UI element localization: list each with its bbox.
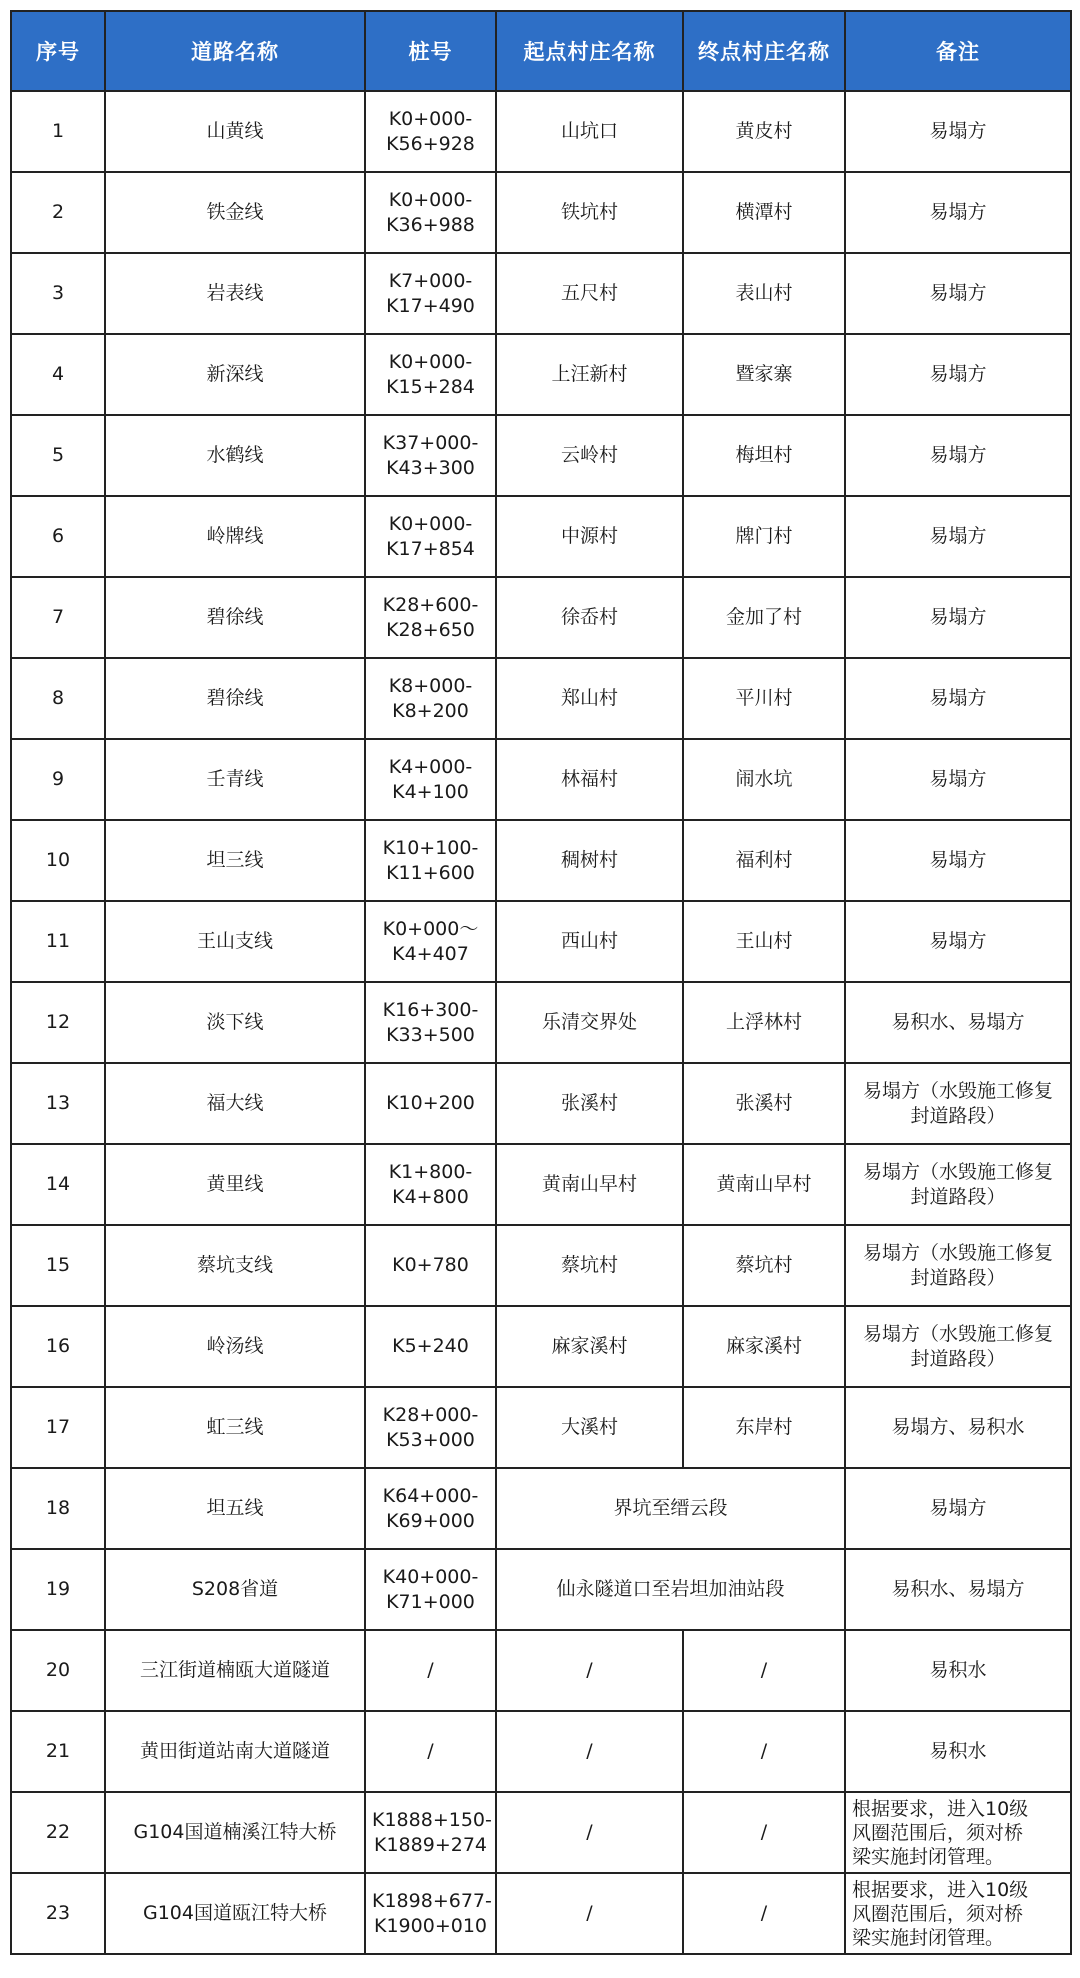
note-cell: [845, 1144, 1071, 1225]
pile-number-cell: [365, 1549, 496, 1630]
road-name-cell: 三江街道楠瓯大道隧道: [105, 1630, 365, 1711]
row-number-cell: 5: [11, 415, 105, 496]
end-village-cell: 上浮林村: [683, 982, 845, 1063]
note-cell: [845, 658, 1071, 739]
pile-number-cell: [365, 982, 496, 1063]
pile-number-cell: [365, 1468, 496, 1549]
note-cell-line: 易塌方: [929, 363, 987, 385]
start-village-cell: 稠树村: [496, 820, 683, 901]
note-cell: [845, 1792, 1071, 1873]
row-number-cell: 4: [11, 334, 105, 415]
end-village-cell: 黄皮村: [683, 91, 845, 172]
note-cell-line: 封道路段）: [910, 1185, 1006, 1208]
note-cell-line: 易塌方: [929, 687, 987, 709]
table-row: [11, 415, 1071, 496]
note-cell-line: 易塌方: [929, 606, 987, 628]
road-name-cell: 壬青线: [105, 739, 365, 820]
road-name-cell: 淡下线: [105, 982, 365, 1063]
end-village-cell: 东岸村: [683, 1387, 845, 1468]
note-cell-line: 易塌方（水毁施工修复: [862, 1241, 1053, 1264]
row-number-cell: 12: [11, 982, 105, 1063]
start-village-cell: 大溪村: [496, 1387, 683, 1468]
road-name-cell: 蔡坑支线: [105, 1225, 365, 1306]
pile-number-cell-line: K28+000-: [382, 1403, 479, 1426]
header-cell-no: 序号: [11, 11, 105, 91]
pile-number-cell: [365, 1063, 496, 1144]
pile-number-cell-line: K0+780: [392, 1254, 469, 1276]
start-village-cell: 云岭村: [496, 415, 683, 496]
row-number-cell: 11: [11, 901, 105, 982]
row-number-cell: 21: [11, 1711, 105, 1792]
note-cell-line: 易塌方: [929, 1497, 987, 1519]
pile-number-cell: [365, 172, 496, 253]
note-cell-line: 易塌方: [929, 444, 987, 466]
end-village-cell: 暨家寨: [683, 334, 845, 415]
note-cell: [845, 253, 1071, 334]
note-cell-line: 易塌方（水毁施工修复: [862, 1160, 1053, 1183]
end-village-cell: 闹水坑: [683, 739, 845, 820]
start-village-cell: 蔡坑村: [496, 1225, 683, 1306]
pile-number-cell-line: /: [427, 1740, 434, 1762]
pile-number-cell-line: K10+100-: [382, 836, 479, 859]
table-row: [11, 1063, 1071, 1144]
road-name-cell: 水鹤线: [105, 415, 365, 496]
pile-number-cell: [365, 91, 496, 172]
row-number-cell: 7: [11, 577, 105, 658]
pile-number-cell: [365, 1225, 496, 1306]
road-name-cell: 福大线: [105, 1063, 365, 1144]
table-row: [11, 1630, 1071, 1711]
table-row: [11, 901, 1071, 982]
pile-number-cell-line: K53+000: [386, 1428, 475, 1451]
table-body: [11, 91, 1071, 1954]
pile-number-cell-line: K4+800: [392, 1185, 469, 1208]
row-number-cell: 1: [11, 91, 105, 172]
start-village-cell: /: [496, 1711, 683, 1792]
pile-number-cell-line: K1889+274: [374, 1833, 487, 1856]
end-village-cell: /: [683, 1873, 845, 1954]
road-name-cell: 碧徐线: [105, 577, 365, 658]
table-row: [11, 91, 1071, 172]
pile-number-cell: [365, 901, 496, 982]
pile-number-cell: [365, 1873, 496, 1954]
note-cell-line: 易塌方: [929, 120, 987, 142]
start-village-cell: 山坑口: [496, 91, 683, 172]
row-number-cell: 18: [11, 1468, 105, 1549]
road-name-cell: 碧徐线: [105, 658, 365, 739]
note-cell: [845, 1873, 1071, 1954]
village-span-cell: 界坑至缙云段: [496, 1468, 845, 1549]
note-cell: [845, 1306, 1071, 1387]
note-cell-line: 易塌方: [929, 282, 987, 304]
end-village-cell: 蔡坑村: [683, 1225, 845, 1306]
road-name-cell: 岭牌线: [105, 496, 365, 577]
pile-number-cell: [365, 415, 496, 496]
end-village-cell: 张溪村: [683, 1063, 845, 1144]
table-row: [11, 1711, 1071, 1792]
pile-number-cell: [365, 1387, 496, 1468]
row-number-cell: 9: [11, 739, 105, 820]
start-village-cell: 铁坑村: [496, 172, 683, 253]
pile-number-cell-line: K64+000-: [382, 1484, 479, 1507]
note-cell-line: 梁实施封闭管理。: [852, 1926, 1005, 1949]
note-cell-line: 根据要求，进入10级: [852, 1878, 1029, 1901]
table-row: [11, 1306, 1071, 1387]
pile-number-cell-line: K71+000: [386, 1590, 475, 1613]
row-number-cell: 17: [11, 1387, 105, 1468]
note-cell-line: 易塌方: [929, 930, 987, 952]
end-village-cell: 黄南山早村: [683, 1144, 845, 1225]
road-hazard-table-container: [10, 10, 1070, 1955]
note-cell-line: 易塌方: [929, 525, 987, 547]
pile-number-cell: [365, 577, 496, 658]
pile-number-cell-line: K8+000-: [388, 674, 473, 697]
start-village-cell: 西山村: [496, 901, 683, 982]
note-cell-line: 易塌方（水毁施工修复: [862, 1322, 1053, 1345]
pile-number-cell: [365, 334, 496, 415]
road-hazard-table: [10, 10, 1072, 1955]
road-name-cell: 虹三线: [105, 1387, 365, 1468]
end-village-cell: 王山村: [683, 901, 845, 982]
row-number-cell: 15: [11, 1225, 105, 1306]
table-row: [11, 496, 1071, 577]
header-cell-pile: 桩号: [365, 11, 496, 91]
row-number-cell: 23: [11, 1873, 105, 1954]
pile-number-cell-line: /: [427, 1659, 434, 1681]
start-village-cell: 乐清交界处: [496, 982, 683, 1063]
road-name-cell: 王山支线: [105, 901, 365, 982]
table-row: [11, 820, 1071, 901]
row-number-cell: 13: [11, 1063, 105, 1144]
end-village-cell: 金加了村: [683, 577, 845, 658]
road-name-cell: 坦三线: [105, 820, 365, 901]
note-cell: [845, 91, 1071, 172]
pile-number-cell-line: K4+407: [392, 942, 469, 965]
pile-number-cell: [365, 820, 496, 901]
pile-number-cell-line: K8+200: [392, 699, 469, 722]
note-cell-line: 梁实施封闭管理。: [852, 1845, 1005, 1868]
pile-number-cell: [365, 1630, 496, 1711]
road-name-cell: G104国道瓯江特大桥: [105, 1873, 365, 1954]
note-cell-line: 根据要求，进入10级: [852, 1797, 1029, 1820]
pile-number-cell-line: K69+000: [386, 1509, 475, 1532]
start-village-cell: 张溪村: [496, 1063, 683, 1144]
pile-number-cell: [365, 496, 496, 577]
note-cell: [845, 1630, 1071, 1711]
village-span-cell: 仙永隧道口至岩坦加油站段: [496, 1549, 845, 1630]
pile-number-cell-line: K0+000-: [388, 350, 473, 373]
note-cell-line: 易塌方: [929, 768, 987, 790]
end-village-cell: 平川村: [683, 658, 845, 739]
note-cell-line: 易塌方: [929, 201, 987, 223]
table-row: [11, 1144, 1071, 1225]
table-row: [11, 172, 1071, 253]
pile-number-cell: [365, 658, 496, 739]
table-row: [11, 253, 1071, 334]
pile-number-cell-line: K17+854: [386, 537, 475, 560]
note-cell-line: 封道路段）: [910, 1104, 1006, 1127]
start-village-cell: 中源村: [496, 496, 683, 577]
note-cell: [845, 1711, 1071, 1792]
road-name-cell: 坦五线: [105, 1468, 365, 1549]
row-number-cell: 8: [11, 658, 105, 739]
start-village-cell: 林福村: [496, 739, 683, 820]
table-row: [11, 1549, 1071, 1630]
table-row: [11, 1225, 1071, 1306]
road-name-cell: 岩表线: [105, 253, 365, 334]
pile-number-cell-line: K37+000-: [382, 431, 479, 454]
table-row: [11, 1468, 1071, 1549]
start-village-cell: 徐岙村: [496, 577, 683, 658]
pile-number-cell: [365, 1144, 496, 1225]
start-village-cell: 上汪新村: [496, 334, 683, 415]
note-cell-line: 封道路段）: [910, 1347, 1006, 1370]
end-village-cell: /: [683, 1630, 845, 1711]
pile-number-cell-line: K40+000-: [382, 1565, 479, 1588]
pile-number-cell-line: K5+240: [392, 1335, 469, 1357]
road-name-cell: S208省道: [105, 1549, 365, 1630]
table-row: [11, 577, 1071, 658]
table-header: [11, 11, 1071, 91]
note-cell: [845, 334, 1071, 415]
end-village-cell: /: [683, 1711, 845, 1792]
pile-number-cell: [365, 739, 496, 820]
pile-number-cell-line: K4+100: [392, 780, 469, 803]
pile-number-cell-line: K7+000-: [388, 269, 473, 292]
road-name-cell: 黄里线: [105, 1144, 365, 1225]
note-cell-line: 易塌方、易积水: [891, 1416, 1025, 1438]
note-cell: [845, 1387, 1071, 1468]
header-cell-start-village: 起点村庄名称: [496, 11, 683, 91]
note-cell-line: 风圈范围后，须对桥: [852, 1902, 1024, 1925]
table-row: [11, 1792, 1071, 1873]
note-cell: [845, 982, 1071, 1063]
row-number-cell: 2: [11, 172, 105, 253]
road-name-cell: G104国道楠溪江特大桥: [105, 1792, 365, 1873]
pile-number-cell-line: K1900+010: [374, 1914, 487, 1937]
pile-number-cell-line: K1898+677-: [372, 1889, 492, 1912]
header-cell-road: 道路名称: [105, 11, 365, 91]
table-row: [11, 1873, 1071, 1954]
start-village-cell: /: [496, 1873, 683, 1954]
pile-number-cell-line: K11+600: [386, 861, 475, 884]
row-number-cell: 14: [11, 1144, 105, 1225]
start-village-cell: /: [496, 1630, 683, 1711]
pile-number-cell-line: K28+650: [386, 618, 475, 641]
table-row: [11, 982, 1071, 1063]
end-village-cell: 梅坦村: [683, 415, 845, 496]
road-name-cell: 岭汤线: [105, 1306, 365, 1387]
end-village-cell: 福利村: [683, 820, 845, 901]
pile-number-cell-line: K1+800-: [388, 1160, 473, 1183]
pile-number-cell-line: K28+600-: [382, 593, 479, 616]
note-cell: [845, 415, 1071, 496]
header-row: [11, 11, 1071, 91]
note-cell: [845, 820, 1071, 901]
end-village-cell: /: [683, 1792, 845, 1873]
road-name-cell: 铁金线: [105, 172, 365, 253]
note-cell: [845, 1549, 1071, 1630]
pile-number-cell-line: K33+500: [386, 1023, 475, 1046]
pile-number-cell-line: K36+988: [386, 213, 475, 236]
road-name-cell: 新深线: [105, 334, 365, 415]
note-cell-line: 易塌方: [929, 849, 987, 871]
note-cell: [845, 739, 1071, 820]
pile-number-cell-line: K0+000～: [382, 917, 479, 940]
start-village-cell: 黄南山早村: [496, 1144, 683, 1225]
note-cell-line: 易积水: [929, 1740, 987, 1762]
note-cell: [845, 1468, 1071, 1549]
pile-number-cell-line: K56+928: [386, 132, 475, 155]
table-row: [11, 739, 1071, 820]
note-cell-line: 易塌方（水毁施工修复: [862, 1079, 1053, 1102]
note-cell: [845, 172, 1071, 253]
end-village-cell: 麻家溪村: [683, 1306, 845, 1387]
pile-number-cell-line: K15+284: [386, 375, 475, 398]
start-village-cell: 五尺村: [496, 253, 683, 334]
row-number-cell: 16: [11, 1306, 105, 1387]
note-cell: [845, 1225, 1071, 1306]
row-number-cell: 22: [11, 1792, 105, 1873]
start-village-cell: /: [496, 1792, 683, 1873]
start-village-cell: 郑山村: [496, 658, 683, 739]
pile-number-cell: [365, 253, 496, 334]
pile-number-cell-line: K16+300-: [382, 998, 479, 1021]
pile-number-cell-line: K0+000-: [388, 107, 473, 130]
pile-number-cell-line: K4+000-: [388, 755, 473, 778]
note-cell: [845, 577, 1071, 658]
note-cell-line: 封道路段）: [910, 1266, 1006, 1289]
end-village-cell: 横潭村: [683, 172, 845, 253]
note-cell-line: 易积水、易塌方: [891, 1011, 1025, 1033]
note-cell: [845, 901, 1071, 982]
pile-number-cell: [365, 1306, 496, 1387]
end-village-cell: 牌门村: [683, 496, 845, 577]
header-cell-end-village: 终点村庄名称: [683, 11, 845, 91]
row-number-cell: 10: [11, 820, 105, 901]
note-cell-line: 易积水、易塌方: [891, 1578, 1025, 1600]
pile-number-cell-line: K0+000-: [388, 188, 473, 211]
pile-number-cell-line: K10+200: [386, 1092, 475, 1114]
pile-number-cell: [365, 1792, 496, 1873]
end-village-cell: 表山村: [683, 253, 845, 334]
note-cell-line: 易积水: [929, 1659, 987, 1681]
table-row: [11, 334, 1071, 415]
pile-number-cell-line: K0+000-: [388, 512, 473, 535]
note-cell-line: 风圈范围后，须对桥: [852, 1821, 1024, 1844]
table-row: [11, 658, 1071, 739]
row-number-cell: 6: [11, 496, 105, 577]
row-number-cell: 3: [11, 253, 105, 334]
table-row: [11, 1387, 1071, 1468]
pile-number-cell-line: K1888+150-: [372, 1808, 492, 1831]
header-cell-note: 备注: [845, 11, 1071, 91]
note-cell: [845, 1063, 1071, 1144]
pile-number-cell: [365, 1711, 496, 1792]
pile-number-cell-line: K43+300: [386, 456, 475, 479]
road-name-cell: 山黄线: [105, 91, 365, 172]
start-village-cell: 麻家溪村: [496, 1306, 683, 1387]
pile-number-cell-line: K17+490: [386, 294, 475, 317]
road-name-cell: 黄田街道站南大道隧道: [105, 1711, 365, 1792]
note-cell: [845, 496, 1071, 577]
row-number-cell: 20: [11, 1630, 105, 1711]
row-number-cell: 19: [11, 1549, 105, 1630]
